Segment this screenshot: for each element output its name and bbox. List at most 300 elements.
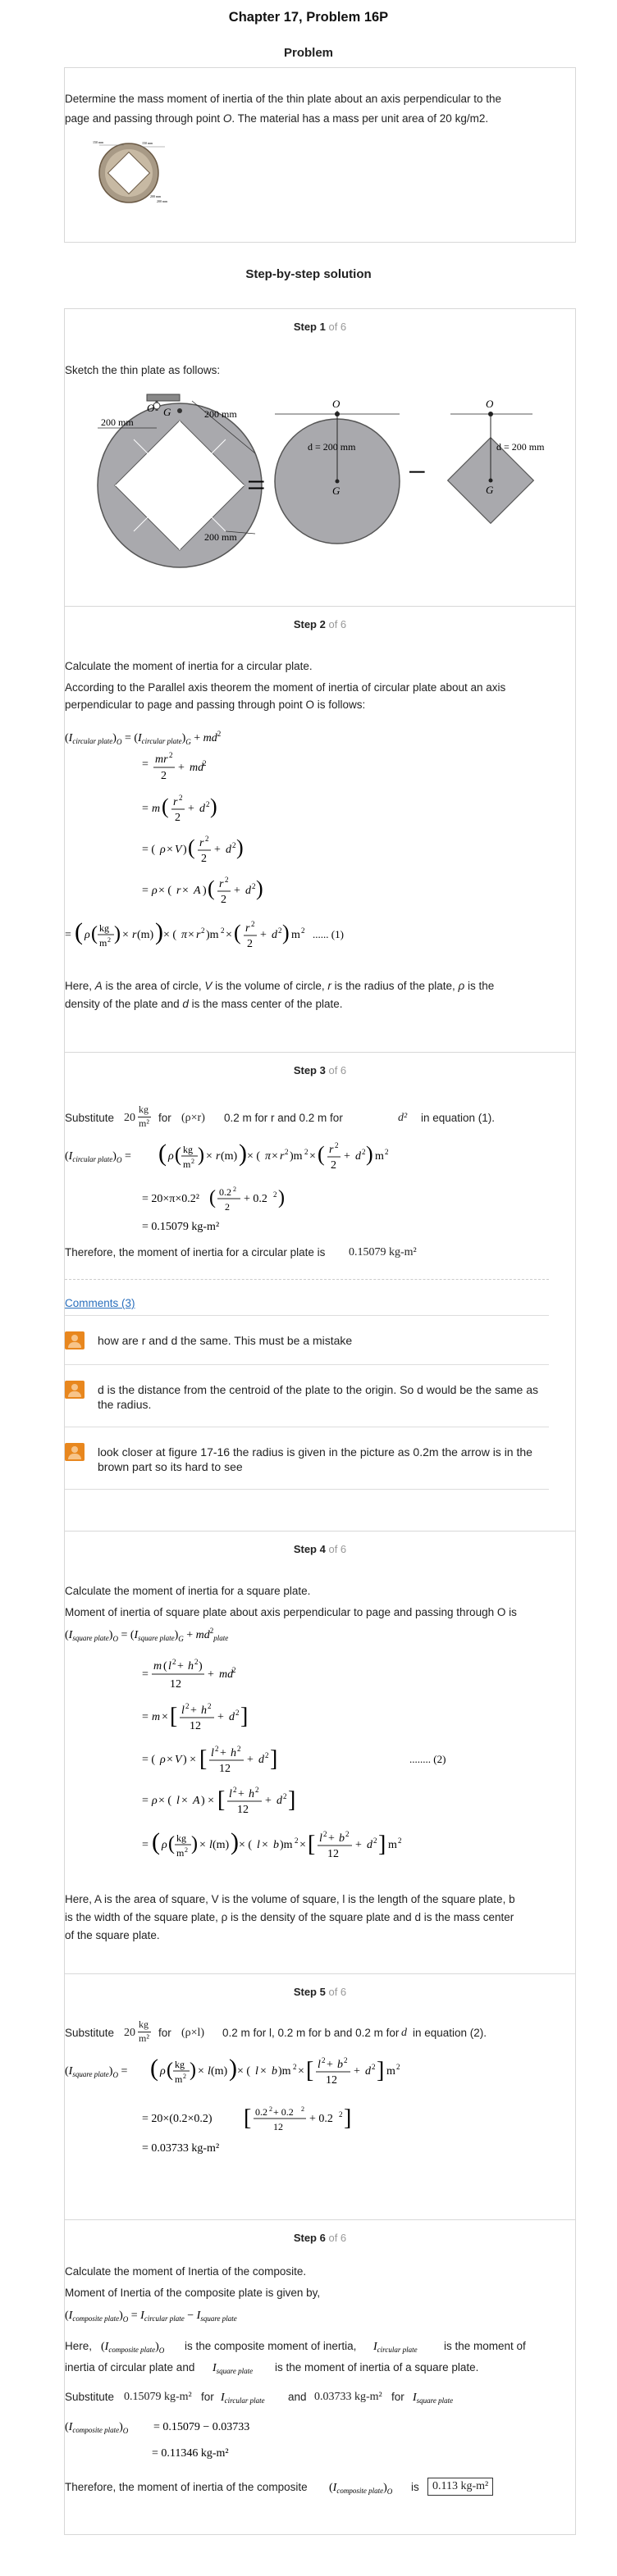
svg-text:md: md	[190, 762, 204, 774]
svg-text:h: h	[231, 1747, 236, 1759]
fig-label-O-2: O	[332, 398, 340, 410]
svg-text:+: +	[217, 1711, 224, 1723]
comment-text: how are r and d the same. This must be a mistake	[98, 1334, 353, 1347]
svg-text:2: 2	[255, 1786, 259, 1794]
problem-figure	[91, 137, 173, 206]
svg-text:2: 2	[278, 926, 282, 935]
svg-text:×: ×	[262, 1839, 268, 1851]
step-5-card	[64, 1974, 576, 2220]
svg-text:r: r	[132, 929, 137, 941]
svg-text:+: +	[188, 803, 194, 815]
svg-text:d: d	[226, 844, 231, 856]
svg-text:×: ×	[167, 844, 173, 856]
svg-text:× (: × (	[163, 929, 177, 941]
svg-text:): )	[282, 921, 290, 944]
svg-text:)m: )m	[290, 1150, 303, 1163]
svg-text:]: ]	[288, 1787, 296, 1813]
svg-text:×: ×	[199, 1839, 206, 1851]
svg-text:(: (	[91, 923, 98, 944]
svg-text:(: (	[75, 918, 83, 945]
commenter-avatar-icon	[65, 1331, 85, 1349]
svg-text:2: 2	[208, 1702, 212, 1710]
step-3-card: Step 3 of 6 Substitute 20 kg m² for (ρ×r) 0.2 m for r and 0.2 m for d² in equation (1). $(I_{circular plate})_O$ = ( ρ ( kg m 2 ) × r (m) ) × ( π × r 2 )m 2 × ( r 2 2 + d 2 ) m 2 = 20×π×0.2² ( 0.2 2 2 + 0.2 2 ) = 0.15079 kg-m² Therefore, the moment of inertia for a circular plate is 0.15079 kg-m² Comments (3) how are r and d the same. This must be a mistake d is the distance from the centroid of the plate to the origin. So d would be the same as the radius. look closer at figure 17-16 the radius is given in the picture as 0.2m the arrow is in the brown part so its hard to see	[64, 1053, 576, 1531]
svg-text:2: 2	[225, 876, 229, 884]
problem-heading: Problem	[283, 46, 333, 60]
svg-text:): )	[183, 844, 187, 856]
svg-text:l: l	[257, 1839, 260, 1851]
svg-text:h: h	[201, 1704, 207, 1717]
svg-text:r: r	[199, 837, 204, 849]
svg-text:): )	[191, 1833, 198, 1855]
svg-text:×: ×	[260, 2065, 267, 2078]
thumb-label-2: 150 mm	[142, 141, 153, 145]
svg-text:V: V	[175, 844, 182, 856]
svg-text:2: 2	[339, 2110, 343, 2119]
svg-text:(: (	[208, 876, 215, 900]
problem-figure-thumbnail[interactable]	[91, 137, 173, 206]
step-1-card	[64, 308, 576, 607]
svg-text:r: r	[245, 922, 250, 935]
svg-text:l: l	[255, 2065, 258, 2078]
svg-text:+: +	[234, 885, 240, 897]
svg-text:2: 2	[232, 1666, 236, 1674]
svg-text:2: 2	[322, 2056, 326, 2064]
step-3-header: Step 3 of 6	[293, 1064, 347, 1076]
step-1-text: Sketch the thin plate as follows:	[65, 364, 221, 376]
svg-text:m: m	[175, 2073, 183, 2085]
fig-square-plate	[448, 412, 534, 523]
svg-text:+: +	[247, 1754, 254, 1766]
svg-text:kg: kg	[99, 922, 109, 934]
svg-text:×: ×	[298, 2065, 304, 2078]
svg-text:)m: )m	[278, 2065, 291, 2078]
svg-text:2: 2	[373, 1836, 377, 1845]
svg-text:(m): (m)	[137, 929, 154, 941]
svg-text:): )	[114, 923, 121, 944]
step-6-here: Here, $(I_{composite plate})_O$ is the composite moment of inertia, $I_{circular plate}$ is the moment of inertia of circular plate and $I_{square plate}$ is the moment of inertia of a square plate.	[65, 2340, 526, 2375]
svg-text:× (: × (	[237, 2065, 251, 2078]
svg-text:r: r	[176, 885, 181, 897]
svg-text:]: ]	[240, 1704, 249, 1729]
svg-text:2: 2	[233, 1186, 236, 1193]
svg-text:ρ: ρ	[152, 885, 158, 897]
thumb-label-3: 200 mm	[150, 194, 162, 198]
svg-text:2: 2	[252, 882, 256, 890]
svg-text:l: l	[209, 1839, 213, 1851]
svg-text:12: 12	[190, 1720, 201, 1732]
svg-text:+: +	[177, 1660, 184, 1673]
fig-minus: −	[408, 453, 427, 490]
svg-text:ρ: ρ	[160, 844, 166, 856]
svg-text:2: 2	[203, 759, 207, 767]
svg-text:d: d	[199, 803, 205, 815]
svg-text:[: [	[308, 1832, 316, 1857]
svg-text:d: d	[258, 1754, 264, 1766]
svg-text:ρ: ρ	[168, 1150, 174, 1163]
commenter-avatar-icon	[65, 1381, 85, 1399]
svg-text:l: l	[211, 1747, 214, 1759]
commenter-avatar-icon	[65, 1443, 85, 1461]
comment-3	[65, 1443, 549, 1484]
svg-text:(: (	[188, 835, 195, 859]
svg-text:×: ×	[198, 2065, 204, 2078]
svg-text:b: b	[337, 2059, 343, 2071]
svg-text:kg: kg	[175, 2059, 185, 2070]
svg-text:2: 2	[335, 1141, 339, 1149]
svg-text:2: 2	[175, 812, 181, 824]
svg-text:2: 2	[107, 936, 111, 944]
svg-text:) ×: ) ×	[201, 1795, 215, 1807]
svg-text:+ 0.2: + 0.2	[273, 2106, 294, 2118]
svg-text:×: ×	[299, 1839, 306, 1851]
svg-text:× (: × (	[158, 1795, 172, 1807]
svg-text:) ×: ) ×	[183, 1754, 197, 1766]
svg-text:2: 2	[344, 2056, 348, 2064]
svg-text:×: ×	[309, 1150, 316, 1163]
svg-text:r: r	[216, 1150, 221, 1163]
svg-text:+: +	[190, 1704, 197, 1717]
svg-text:mr: mr	[155, 753, 168, 766]
svg-text:d: d	[245, 885, 251, 897]
svg-text:m: m	[386, 2065, 395, 2078]
svg-text:m: m	[152, 803, 161, 815]
svg-text:): )	[231, 1828, 239, 1855]
step-3-calc-1: = 20×π×0.2²	[142, 1193, 199, 1205]
svg-text:b: b	[273, 1839, 279, 1851]
step-4-equations	[65, 1622, 557, 1868]
svg-text:[: [	[170, 1704, 178, 1729]
svg-text:2: 2	[205, 835, 209, 843]
svg-text:12: 12	[273, 2121, 283, 2132]
svg-text:r: r	[173, 796, 178, 808]
svg-text:2: 2	[194, 1658, 199, 1666]
step-6-calc-2: = 0.11346 kg-m²	[152, 2447, 229, 2460]
svg-text:+: +	[328, 1832, 335, 1845]
svg-text:): )	[229, 2055, 237, 2082]
step-5-calc-1: = 20×(0.2×0.2)	[142, 2113, 213, 2125]
svg-text:2: 2	[251, 920, 255, 928]
svg-text:(Icomposite plate)O: $(I_{composite plate})_O$	[65, 2421, 129, 2435]
step-6-calc-1: = 0.15079 − 0.03733	[153, 2421, 250, 2433]
svg-text:2: 2	[169, 751, 173, 759]
svg-text:×: ×	[181, 1795, 188, 1807]
problem-text-line-1: Determine the mass moment of inertia of the thin plate about an axis perpendicular to the	[65, 93, 502, 105]
step-6-equations	[65, 2412, 557, 2471]
svg-text:×: ×	[162, 1711, 168, 1723]
fig-label-G-3: G	[486, 484, 494, 496]
svg-text:+: +	[214, 844, 221, 856]
final-answer: 0.113 kg-m²	[427, 2478, 493, 2496]
svg-text:): )	[236, 835, 244, 859]
svg-text:=: =	[65, 929, 71, 941]
svg-text:2: 2	[269, 2105, 272, 2113]
svg-text:2: 2	[233, 1786, 237, 1794]
step-2-header: Step 2 of 6	[293, 618, 347, 630]
svg-text:[: [	[244, 2105, 252, 2131]
svg-text:(m): (m)	[211, 2065, 228, 2078]
fig-equals: =	[247, 467, 266, 503]
svg-text:): )	[256, 876, 263, 900]
svg-text:ρ: ρ	[160, 1754, 166, 1766]
svg-text:2: 2	[183, 2073, 186, 2080]
comment-text: d is the distance from the centroid of the plate to the origin. So d would be the same as the radius.	[98, 1383, 538, 1411]
step-2-note-1: Here, A is the area of circle, V is the volume of circle, r is the radius of the plate, ρ is the	[65, 980, 495, 992]
svg-text:2: 2	[247, 938, 253, 950]
step-1-figure	[65, 309, 575, 606]
svg-text:]: ]	[344, 2105, 352, 2131]
svg-text:12: 12	[219, 1763, 231, 1775]
svg-text:(m): (m)	[213, 1839, 230, 1851]
svg-text:2: 2	[235, 1709, 240, 1717]
svg-text:(: (	[318, 1142, 325, 1166]
svg-text:× (: × (	[239, 1839, 253, 1851]
svg-text:(Icomposite plate)O: $(I_{composite plate})_O$	[329, 2482, 393, 2496]
svg-text:kg: kg	[176, 1832, 186, 1844]
equation-ref-1: ...... (1)	[313, 928, 344, 940]
svg-text:=: =	[142, 1839, 149, 1851]
svg-text:2: 2	[345, 1830, 350, 1838]
svg-text:+: +	[327, 2059, 333, 2071]
step-6-substitute: Substitute 0.15079 kg-m² for $I_{circular plate}$ and 0.03733 kg-m² for $I_{square plate}$	[65, 2391, 454, 2405]
svg-text:ρ: ρ	[152, 1795, 158, 1807]
comment-text: look closer at figure 17-16 the radius is given in the picture as 0.2m the arrow is in the brown part so its hard to see	[98, 1445, 532, 1473]
fig-dim-3: 200 mm	[204, 531, 237, 543]
svg-text:): )	[210, 794, 217, 818]
svg-text:d: d	[355, 1150, 361, 1163]
svg-text:): )	[199, 1660, 203, 1673]
svg-text:r: r	[219, 878, 224, 890]
svg-text:l: l	[181, 1704, 185, 1717]
svg-text:[: [	[199, 1746, 208, 1772]
svg-text:2: 2	[285, 1148, 289, 1156]
svg-text:×: ×	[122, 929, 129, 941]
svg-text:+: +	[354, 2065, 360, 2078]
svg-text:d: d	[277, 1795, 282, 1807]
svg-text:(: (	[162, 794, 169, 818]
svg-text:[: [	[306, 2058, 314, 2083]
svg-text:+: +	[238, 1788, 245, 1800]
fig-label-G-2: G	[332, 485, 340, 497]
step-4-header: Step 4 of 6	[293, 1543, 347, 1555]
svg-text:2: 2	[265, 1751, 269, 1759]
svg-text:d: d	[272, 929, 277, 941]
svg-text:(: (	[152, 1828, 160, 1855]
svg-text:d: d	[229, 1711, 235, 1723]
fig-d-label-2: d = 200 mm	[496, 441, 545, 453]
svg-text:]: ]	[378, 1832, 386, 1857]
comments-link[interactable]: Comments (3)	[65, 1297, 135, 1309]
step-6-line-2: Moment of Inertia of the composite plate is given by,	[65, 2287, 321, 2299]
svg-text:b: b	[339, 1832, 345, 1845]
svg-text:2: 2	[301, 926, 305, 935]
svg-text:2: 2	[323, 1830, 327, 1838]
svg-text:): )	[155, 918, 163, 945]
svg-text:×: ×	[226, 929, 232, 941]
svg-text:2: 2	[396, 2063, 400, 2071]
fig-label-G-1: G	[163, 406, 171, 418]
svg-text:2: 2	[283, 1792, 287, 1800]
fig-label-O-3: O	[486, 398, 494, 410]
svg-text:+: +	[265, 1795, 272, 1807]
problem-text-line-2: page and passing through point O. The material has a mass per unit area of 20 kg/m2.	[65, 112, 489, 125]
svg-text:2: 2	[372, 2063, 376, 2071]
svg-text:× (: × (	[247, 1150, 261, 1163]
svg-text:)m: )m	[206, 929, 219, 941]
svg-text:2: 2	[385, 1148, 389, 1156]
svg-text:ρ: ρ	[160, 2065, 166, 2078]
step-3-calc-2: = 0.15079 kg-m²	[142, 1221, 220, 1233]
thumb-label-4: 200 mm	[157, 199, 168, 203]
step-4-note-2: is the width of the square plate, ρ is the density of the square plate and d is the mass center	[65, 1911, 514, 1923]
svg-text:l: l	[176, 1795, 180, 1807]
svg-text:): )	[198, 1145, 204, 1166]
svg-text:r: r	[280, 1150, 285, 1163]
svg-text:π: π	[265, 1150, 272, 1163]
svg-text:2: 2	[201, 853, 207, 865]
svg-text:l: l	[168, 1660, 171, 1673]
step-3-substitute: Substitute 20 kg m² for (ρ×r) 0.2 m for r and 0.2 m for d² in equation (1).	[65, 1104, 496, 1129]
svg-text:md: md	[219, 1668, 234, 1681]
svg-text:2: 2	[161, 770, 167, 782]
comment-1	[65, 1331, 549, 1364]
svg-text:ρ: ρ	[85, 929, 90, 941]
fig-label-O-1: O	[147, 402, 155, 414]
svg-text:A: A	[194, 885, 201, 897]
thumb-label-1: 150 mm	[93, 140, 104, 144]
svg-text:(Icircular plate)O = (Icircula: $(I_{circular plate})_O = (I_{circular plate})_G + md^2$	[65, 730, 222, 746]
svg-text:(: (	[163, 1660, 167, 1673]
svg-text:+: +	[178, 762, 185, 774]
svg-text:h: h	[249, 1788, 254, 1800]
svg-text:]: ]	[377, 2058, 385, 2083]
svg-text:+: +	[344, 1150, 350, 1163]
step-4-note-1: Here, A is the area of square, V is the volume of square, l is the length of the square plate, b	[65, 1893, 515, 1905]
svg-text:Isquare plate: $I_{square plate}$	[213, 2362, 254, 2375]
svg-text:r: r	[329, 1144, 334, 1156]
svg-text:d: d	[367, 1839, 372, 1851]
svg-text:(: (	[234, 921, 241, 944]
svg-text:2: 2	[232, 841, 236, 849]
svg-text:(: (	[167, 2059, 173, 2081]
svg-text:2: 2	[221, 926, 225, 935]
svg-text:(m): (m)	[221, 1150, 238, 1163]
svg-text:(Isquare plate)O =: $(I_{square plate})_O$ =	[65, 2065, 128, 2079]
svg-text:= (: = (	[142, 1754, 156, 1766]
svg-text:× (: × (	[158, 885, 172, 897]
svg-text:l: l	[319, 1832, 322, 1845]
svg-text:12: 12	[326, 2074, 337, 2087]
svg-text:(: (	[150, 2055, 158, 2082]
fig-dim-1: 200 mm	[101, 416, 134, 428]
svg-text:+ 0.2: + 0.2	[244, 1193, 267, 1205]
svg-text:): )	[239, 1140, 247, 1167]
svg-text:m: m	[99, 937, 107, 949]
svg-text:+: +	[208, 1668, 214, 1681]
svg-text:(: (	[158, 1140, 167, 1167]
svg-text:0.2: 0.2	[219, 1186, 231, 1198]
svg-text:0.2: 0.2	[255, 2106, 267, 2118]
svg-text:m: m	[153, 1660, 162, 1673]
svg-text:2: 2	[221, 894, 226, 906]
svg-text:2: 2	[172, 1658, 176, 1666]
svg-text:(: (	[175, 1145, 181, 1166]
svg-text:+: +	[355, 1839, 362, 1851]
svg-text:+: +	[260, 929, 267, 941]
svg-text:×: ×	[206, 1150, 213, 1163]
svg-text:): )	[190, 2059, 196, 2081]
step-3-equations	[65, 1138, 557, 1245]
svg-text:m: m	[375, 1150, 384, 1163]
step-2-line-1: Calculate the moment of inertia for a circular plate.	[65, 660, 313, 672]
svg-text:m: m	[291, 929, 300, 941]
step-6-header: Step 6 of 6	[293, 2232, 347, 2244]
svg-text:=: =	[142, 803, 149, 815]
svg-text:+: +	[220, 1747, 226, 1759]
svg-text:h: h	[188, 1660, 194, 1673]
svg-text:2: 2	[398, 1836, 402, 1845]
svg-text:=: =	[142, 1668, 149, 1681]
svg-text:=: =	[142, 1711, 149, 1723]
fig-d-label-1: d = 200 mm	[308, 441, 356, 453]
svg-text:d: d	[365, 2065, 371, 2078]
svg-text:(: (	[209, 1187, 216, 1208]
svg-text:r: r	[196, 929, 201, 941]
svg-text:l: l	[318, 2059, 321, 2071]
svg-text:2: 2	[304, 1148, 308, 1156]
page-title: Chapter 17, Problem 16P	[228, 10, 389, 25]
svg-text:]: ]	[270, 1746, 278, 1772]
step-1-header: Step 1 of 6	[293, 321, 347, 333]
step-5-substitute: Substitute 20 kg m² for (ρ×l) 0.2 m for l, 0.2 m for b and 0.2 m for d in equation (2).	[65, 2018, 487, 2044]
svg-text:= (: = (	[142, 844, 156, 856]
svg-text:2: 2	[185, 1846, 188, 1854]
svg-text:Isquare plate: $I_{square plate}$	[413, 2392, 454, 2405]
svg-text:): )	[203, 885, 207, 897]
svg-text:2: 2	[293, 2063, 297, 2071]
svg-text:2: 2	[301, 2105, 304, 2113]
svg-text:m: m	[183, 1158, 191, 1170]
step-5-calc-2: = 0.03733 kg-m²	[142, 2142, 220, 2155]
svg-text:2: 2	[295, 1836, 299, 1845]
svg-text:m: m	[176, 1847, 185, 1859]
svg-text:)m: )m	[280, 1839, 293, 1851]
svg-text:Icircular plate: $I_{circular plate}$	[373, 2341, 418, 2354]
svg-text:2: 2	[237, 1745, 241, 1753]
svg-text:2: 2	[362, 1148, 366, 1156]
comment-2	[65, 1381, 549, 1422]
svg-text:V: V	[175, 1754, 182, 1766]
step-4-card	[64, 1531, 576, 1974]
svg-text:2: 2	[191, 1158, 194, 1165]
svg-text:2: 2	[215, 1745, 219, 1753]
svg-text:Icircular plate: $I_{circular plate}$	[221, 2392, 265, 2405]
svg-text:A: A	[193, 1795, 200, 1807]
step-6-final: Therefore, the moment of inertia of the composite $(I_{composite plate})_O$ is 0.113 kg-m²	[65, 2474, 557, 2504]
svg-text:kg: kg	[183, 1144, 193, 1155]
svg-text:m: m	[388, 1839, 397, 1851]
svg-text:2: 2	[206, 800, 210, 808]
step-6-card	[64, 2220, 576, 2535]
svg-text:12: 12	[327, 1848, 339, 1860]
problem-card	[64, 67, 576, 243]
step-2-card	[64, 607, 576, 1053]
svg-text:m: m	[152, 1711, 161, 1723]
svg-text:l: l	[229, 1788, 232, 1800]
svg-text:×: ×	[167, 1754, 173, 1766]
svg-text:ρ: ρ	[162, 1839, 167, 1851]
step-4-line-2: Moment of inertia of square plate about axis perpendicular to page and passing through O is	[65, 1606, 517, 1618]
svg-text:+ 0.2: + 0.2	[309, 2113, 333, 2125]
